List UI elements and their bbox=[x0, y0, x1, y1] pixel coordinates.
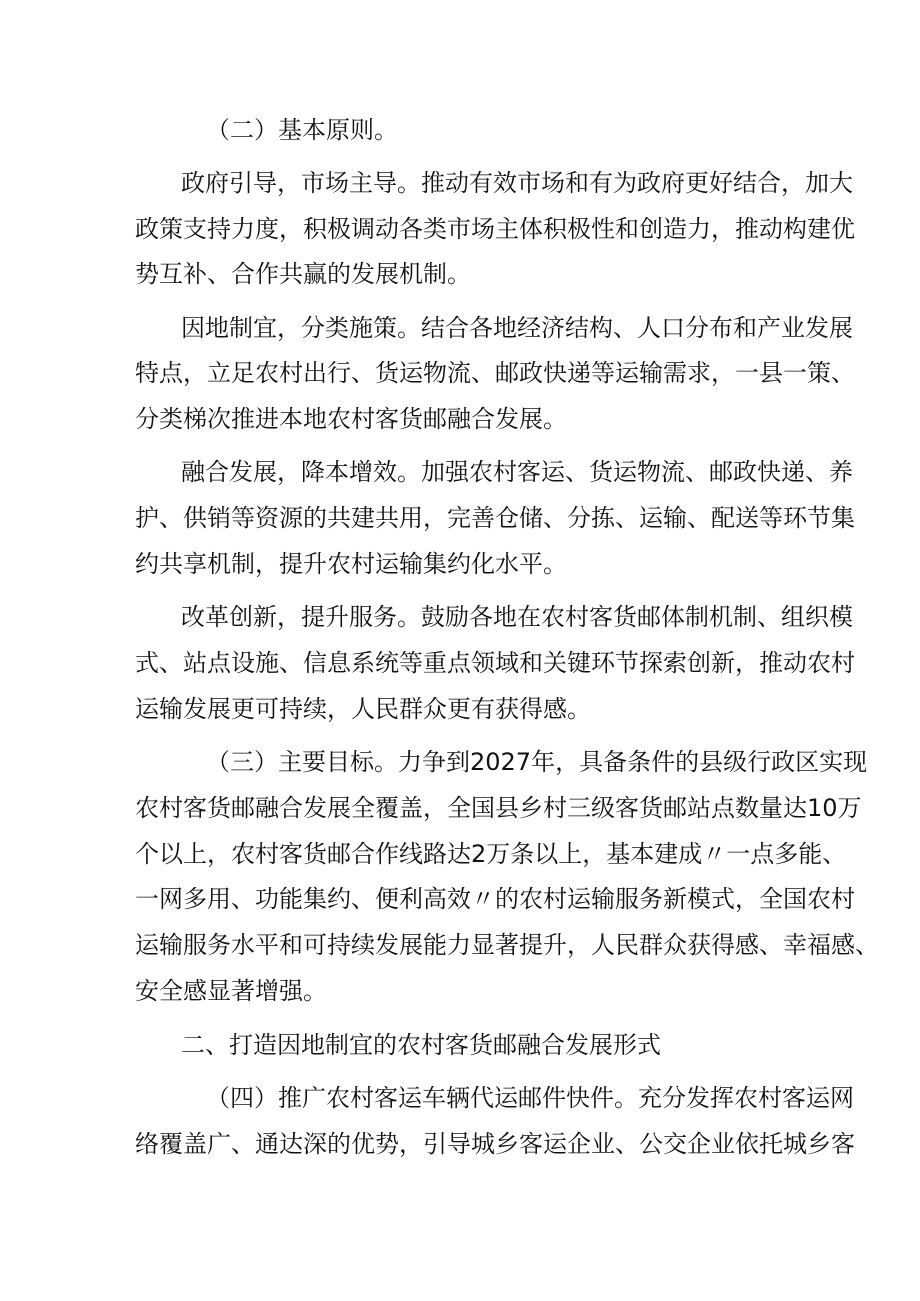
paragraph-line: 政府引导，市场主导。推动有效市场和有为政府更好结合，加大 bbox=[181, 169, 853, 197]
paragraph-line: 运输服务水平和可持续发展能力显著提升，人民群众获得感、幸福感、 bbox=[135, 931, 879, 959]
paragraph-line: 护、供销等资源的共建共用，完善仓储、分拣、运输、配送等环节集 bbox=[135, 504, 855, 532]
section-heading-promote-passenger-vehicles: （四）推广农村客运车辆代运邮件快件。充分发挥农村客运网 bbox=[206, 1084, 854, 1112]
paragraph-line: 运输发展更可持续，人民群众更有获得感。 bbox=[135, 695, 591, 723]
section-heading-main-targets: （三）主要目标。力争到2027年，具备条件的县级行政区实现 bbox=[206, 748, 868, 776]
paragraph-line: 分类梯次推进本地农村客货邮融合发展。 bbox=[135, 405, 567, 433]
paragraph-line: 式、站点设施、信息系统等重点领域和关键环节探索创新，推动农村 bbox=[135, 649, 855, 677]
paragraph-line: 个以上，农村客货邮合作线路达2万条以上，基本建成〃一点多能、 bbox=[135, 840, 847, 868]
paragraph-line: 因地制宜，分类施策。结合各地经济结构、人口分布和产业发展 bbox=[181, 314, 853, 342]
paragraph-line: 改革创新，提升服务。鼓励各地在农村客货邮体制机制、组织模 bbox=[181, 603, 853, 631]
chapter-heading: 二、打造因地制宜的农村客货邮融合发展形式 bbox=[181, 1031, 661, 1059]
paragraph-line: 特点，立足农村出行、货运物流、邮政快递等运输需求，一县一策、 bbox=[135, 359, 855, 387]
paragraph-line: 安全感显著增强。 bbox=[135, 977, 327, 1005]
section-heading-basic-principles: （二）基本原则。 bbox=[206, 116, 398, 144]
paragraph-line: 政策支持力度，积极调动各类市场主体积极性和创造力，推动构建优 bbox=[135, 215, 855, 243]
paragraph-line: 农村客货邮融合发展全覆盖，全国县乡村三级客货邮站点数量达10万 bbox=[135, 794, 862, 822]
paragraph-line: 约共享机制，提升农村运输集约化水平。 bbox=[135, 550, 567, 578]
paragraph-line: 一网多用、功能集约、便利高效〃的农村运输服务新模式，全国农村 bbox=[135, 885, 855, 913]
paragraph-line: 络覆盖广、通达深的优势，引导城乡客运企业、公交企业依托城乡客 bbox=[135, 1130, 855, 1158]
paragraph-line: 势互补、合作共赢的发展机制。 bbox=[135, 260, 471, 288]
paragraph-line: 融合发展，降本增效。加强农村客运、货运物流、邮政快递、养 bbox=[181, 458, 853, 486]
